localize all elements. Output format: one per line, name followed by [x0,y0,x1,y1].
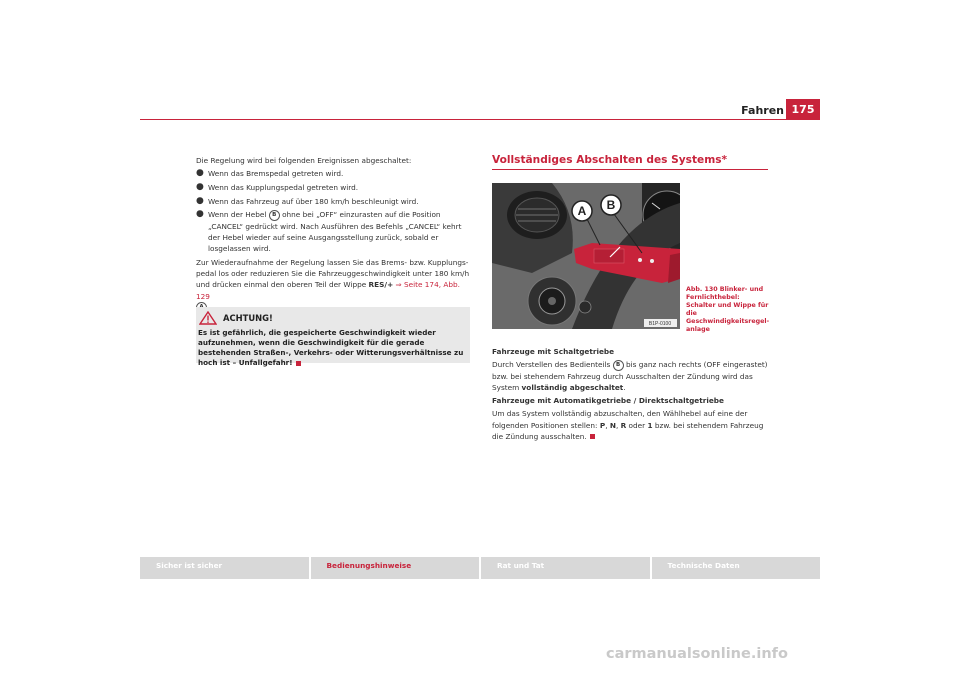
figure-code: B1P-0100 [648,321,672,327]
resume-text: Zur Wiederaufnahme der Regelung lassen Sie das Brems- bzw. Kupplungs-pedal los oder reduzieren Sie die Fahrzeuggeschwindigkeit unter 180 km/h und drücken einmal den oberen Teil der Wippe RES/+ ⇒ Seite 174, Abb. 129 [196,257,472,313]
page-number: 175 [786,99,820,119]
figure-lever-photo [492,183,680,329]
right-column [492,346,770,444]
section-rule [492,169,768,170]
bullet-icon: ● [196,181,204,192]
warning-title: ACHTUNG! [223,313,273,323]
bullet-icon: ● [196,209,204,220]
intro-text: Die Regelung wird bei folgenden Ereignissen abgeschaltet: [196,156,412,165]
subheading-automatic: Fahrzeuge mit Automatikgetriebe / Direktschaltgetriebe [492,396,724,406]
warning-box [196,307,470,367]
list-item: ● Wenn das Fahrzeug auf über 180 km/h beschleunigt wird. [196,195,419,206]
warning-triangle-icon [199,311,217,325]
manual-text: Durch Verstellen des Bedienteils B bis ganz nach rechts (OFF eingerastet) bzw. bei stehendem Fahrzeug durch Ausschalten der Zündung wird das System vollständig abgeschaltet. [492,360,768,392]
header-rule [140,119,820,120]
warning-text: Es ist gefährlich, die gespeicherte Geschwindigkeit wieder aufzunehmen, wenn die Geschwindigkeit für die gerade bestehenden Straßen-, Verkehrs- oder Witterungsverhältnisse zu hoch ist – Unfallgefahr! [198,328,464,367]
list-item: ● Wenn der Hebel B ohne bei „OFF“ einzurasten auf die Position „CANCEL“ gedrückt wird. Nach Ausführen des Befehls „CANCEL“ kehrt der Hebel wieder auf seine Ausgangsstellung zurück, sobald er losgelassen wird. [196,209,462,254]
figure-label-a: A [577,204,587,218]
page-reference-link[interactable]: Seite 174, Abb. 129 [196,280,460,301]
subheading-manual: Fahrzeuge mit Schaltgetriebe [492,347,615,356]
end-of-section-icon [590,434,595,439]
nav-tab-technische-daten[interactable]: Technische Daten [652,557,821,579]
callout-tag-b: B [613,360,624,371]
running-header-title: Fahren [741,104,784,117]
nav-tab-sicher-ist-sicher[interactable]: Sicher ist sicher [140,557,309,579]
left-column [196,155,472,315]
end-of-section-icon [296,361,301,366]
list-item: ● Wenn das Bremspedal getreten wird. [196,168,344,179]
list-item: ● Wenn das Kupplungspedal getreten wird. [196,181,359,192]
nav-tab-bedienungshinweise[interactable]: Bedienungshinweise [311,557,480,579]
chapter-navigation [140,557,820,579]
bullet-icon: ● [196,168,204,179]
reference-arrow-icon: ⇒ [395,280,402,290]
callout-tag-b: B [269,210,280,221]
figure-label-b: B [606,198,616,212]
steering-lever-illustration [492,183,680,329]
bullet-icon: ● [196,195,204,206]
figure-caption: Abb. 130 Blinker- und Fernlichthebel: Schalter und Wippe für die Geschwindigkeitsregel-anlage [686,286,770,333]
watermark: carmanualsonline.info [606,646,788,662]
nav-tab-rat-und-tat[interactable]: Rat und Tat [481,557,650,579]
section-title: Vollständiges Abschalten des Systems* [492,154,728,166]
automatic-text: Um das System vollständig abzuschalten, den Wählhebel auf eine der folgenden Positionen stellen: P, N, R oder 1 bzw. bei stehendem Fahrzeug die Zündung ausschalten. [492,409,764,441]
